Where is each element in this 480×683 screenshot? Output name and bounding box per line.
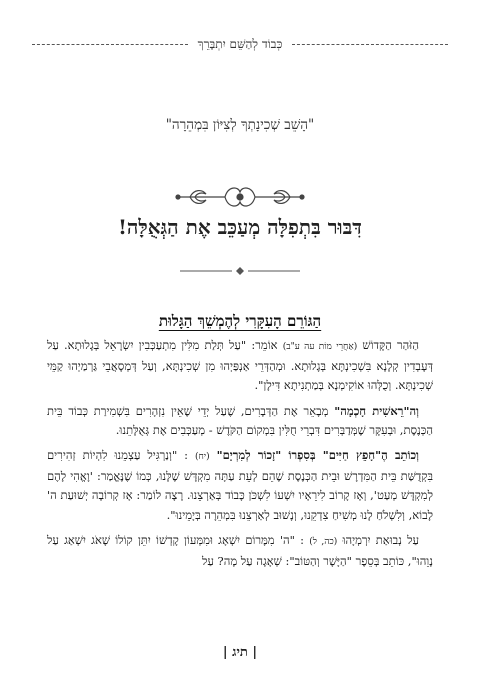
body-text xyxy=(47,336,433,577)
header-rule-left xyxy=(32,44,188,45)
paragraph-text: : "ה' מִמָּרוֹם יִשְׁאָג וּמִמְּעוֹן קָדְשׁוֹ יִתֵּן קוֹלוֹ שָׁאֹג יִשְׁאַג עַל נָוֵהוּ", כּוֹתֵב בְּסֵפֶר "הַיָּשָׁר וְהַטּוֹב": שְׁאָגָה עַל מָה? עַל xyxy=(47,532,433,569)
page-number: | תיג | xyxy=(222,645,258,660)
paragraph xyxy=(47,402,433,440)
running-header-title: כְּבוֹד לְהַשֵּׁם יִתְבָּרֵךְ xyxy=(197,36,283,51)
section-title: הַגּוֹרֵם הָעִקָּרִי לְהֶמְשֵׁךְ הַגָּלוּת xyxy=(158,312,322,330)
source-reference: (יח) xyxy=(194,452,210,463)
chapter-title: דִּבּוּר בִּתְפִלָּה מְעַכֵּב אֶת הַגְּאֻלָּה! xyxy=(118,215,362,239)
paragraph-lead: וְה"רֵאשִׁית חָכְמָה" xyxy=(334,403,420,418)
source-reference: (אַחֲרֵי מוֹת עה ע"ב) xyxy=(282,342,358,352)
paragraph-lead: עַל נְבוּאַת יִרְמְיָהוּ xyxy=(342,532,420,547)
paragraph-lead: הַזֹּהַר הַקָּדוֹשׁ xyxy=(362,338,420,352)
paragraph xyxy=(47,336,433,396)
header-rule-right xyxy=(292,44,448,45)
paragraph-text: : "וְנַרְגִּיל עַצְמֵנוּ לִהְיוֹת זְהִירִים בִּקְדֻשַּׁת בֵּית הַמִּדְרָשׁ וּבֵית הַכְּנֶסֶת שֶׁהֵם לְעֵת עַתָּה מִקְדָּשׁ שֶׁלָּנוּ, כְּמוֹ שֶׁנֶּאֱמַר: 'וָאֱהִי לָהֶם לְמִקְדָּשׁ מְעַט', וְאָז קָרוֹב לִירֵאָיו יִשְׁעוֹ לִשְׁכֹּן כָּבוֹד בְּאַרְצֵנוּ. רָצָה לוֹמַר: אָז קְרוֹבָה יְשׁוּעַת ה' לָבוֹא, וְלִשְׁלֹחַ לָנוּ מְשִׁיחַ צִדְקֵנוּ, וְנָשׁוּב לְאַרְצֵנוּ בִּמְהֵרָה בְּיָמֵינוּ". xyxy=(47,448,433,522)
paragraph xyxy=(47,531,433,571)
paragraph-lead: וְכוֹתֵב הֶ"חָפֵץ חַיִּים" בְּסִפְרוֹ "זָכוֹר לְמִרְיָם" xyxy=(216,448,420,463)
paragraph-text: מְבָאֵר אֶת הַדְּבָרִים, שֶׁעַל יְדֵי שֶׁאֵין נִזְהָרִים בִּשְׁמִירַת כְּבוֹד בֵּית הַכְּנֶסֶת, וּבְעִקָּר שֶׁמְּדַבְּרִים דִּבְרֵי חֻלִּין בִּמְקוֹם הַקֹּדֶשׁ - מְעַכְּבִים אֶת גְּאֻלָּתֵנוּ. xyxy=(47,403,433,437)
paragraph xyxy=(47,446,433,525)
title-divider-icon xyxy=(180,266,300,276)
source-reference: (כה, ל) xyxy=(309,536,338,547)
running-header xyxy=(32,34,448,54)
chapter-ornament-icon xyxy=(170,180,310,214)
motto-quote: "הָשֵׁב שְׁכִינָתְךָ לְצִיּוֹן בִּמְהֵרָה" xyxy=(165,117,315,133)
paragraph-text: אוֹמֵר: "עַל תְּלַת מִלִּין מִתְעַכְּבִין יִשְׂרָאֵל בְּגָלוּתָא. עַל דְּעָבְדִין קְלָנָא בִּשְׁכִינְתָּא בְּגָלוּתָא. וּמְהַדְּרֵי אַנְפַּיְהוּ מִן שְׁכִינְתָּא, וְעַל דְּמְסָאֲבֵי גַּרְמַיְהוּ קַמֵּי שְׁכִינְתָּא. וְכֻלְּהוּ אוֹקִימְנָא בְּמַתְנִיתָא דִּילָן". xyxy=(47,338,433,393)
